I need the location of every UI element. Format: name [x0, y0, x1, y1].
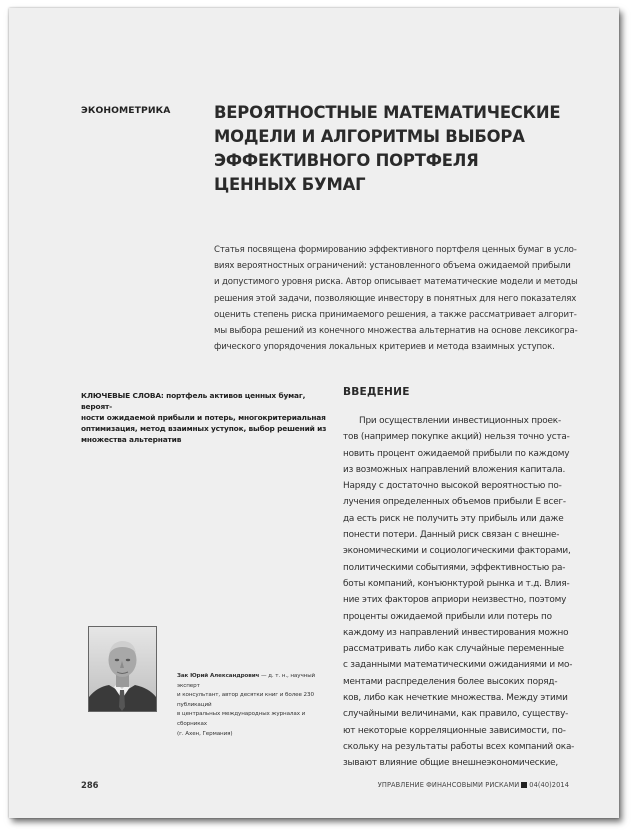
author-bio-text: — д. т. н., научный эксперт	[177, 673, 316, 689]
keywords-line: КЛЮЧЕВЫЕ СЛОВА: портфель активов ценных бумаг, вероят-	[81, 391, 306, 411]
abstract-line: фического упорядочения локальных критериев и метода взаимных уступок.	[214, 342, 555, 353]
body-line: рассматривать либо как случайные переменные	[343, 644, 564, 655]
body-line: При осуществлении инвестиционных проек-	[359, 416, 561, 426]
article-abstract	[214, 242, 598, 355]
body-line: ков, либо как нечеткие множества. Между этими	[343, 693, 568, 704]
body-line: с заданными математическими ожиданиями и мо-	[343, 660, 573, 671]
body-line: из возможных направлений вложения капитала.	[343, 464, 566, 475]
journal-page	[9, 8, 619, 818]
body-line: понести потери. Данный риск связан с внешне-	[343, 530, 560, 541]
author-portrait-icon	[89, 627, 156, 711]
body-line: Наряду с достаточно высокой вероятностью по-	[343, 481, 562, 492]
body-line: политическими событиями, эффективностью ра-	[343, 562, 566, 573]
abstract-line: решения этой задачи, позволяющие инвестору в понятных для него показателях	[214, 293, 577, 304]
author-bio-line	[177, 672, 335, 691]
abstract-line: и допустимого уровня риска. Автор описывает математические модели и методы	[214, 277, 578, 288]
body-line: лучения определенных объемов прибыли E всег-	[343, 497, 566, 508]
body-line: ментами распределения более высоких поряд-	[343, 676, 558, 687]
body-line: ют некоторые корреляционные зависимости, по-	[343, 725, 566, 736]
abstract-line: виях вероятностных ограничений: установленного объема ожидаемой прибыли	[214, 261, 571, 272]
article-title	[214, 101, 574, 197]
section-label: ЭКОНОМЕТРИКА	[81, 105, 171, 116]
body-line: ние этих факторов априори неизвестно, поэтому	[343, 595, 567, 606]
author-bio-line: (г. Ахен, Германия)	[177, 730, 233, 737]
body-line: новить процент ожидаемой прибыли по каждому	[343, 448, 570, 459]
body-line: да есть риск не получить эту прибыль или даже	[343, 513, 564, 524]
abstract-line: мы выбора решений из конечного множества альтернатив на основе лексикогра-	[214, 326, 578, 337]
footer-issue: 04(40)2014	[529, 781, 569, 789]
footer-journal: УПРАВЛЕНИЕ ФИНАНСОВЫМИ РИСКАМИ	[377, 781, 520, 789]
author-bio	[177, 672, 335, 739]
body-line: экономическими и социологическими факторами,	[343, 546, 571, 557]
section-heading: ВВЕДЕНИЕ	[343, 386, 410, 398]
footer-running-head	[378, 781, 569, 789]
body-line: зывают влияние общие внешнеэкономические,	[343, 758, 559, 769]
body-line: скольку на результаты работы всех компаний ока-	[343, 741, 575, 752]
abstract-line: Статья посвящена формированию эффективного портфеля ценных бумаг в усло-	[214, 245, 577, 255]
square-bullet-icon	[521, 782, 527, 788]
author-photo	[88, 626, 157, 712]
keywords-line: ности ожидаемой прибыли и потерь, многокритериальная	[81, 413, 326, 422]
body-line: боты компаний, конъюнктурой рынка и т.д. Влия-	[343, 578, 570, 589]
body-line: каждому из направлений инвестирования можно	[343, 627, 569, 638]
author-bio-line: в центральных международных журналах и сборниках	[177, 711, 306, 727]
title-line: ЭФФЕКТИВНОГО ПОРТФЕЛЯ	[214, 151, 479, 170]
body-line: проценты ожидаемой прибыли или потерь по	[343, 611, 552, 622]
title-line: ВЕРОЯТНОСТНЫЕ МАТЕМАТИЧЕСКИЕ	[214, 103, 561, 122]
page-number: 286	[81, 780, 99, 790]
title-line: МОДЕЛИ И АЛГОРИТМЫ ВЫБОРА	[214, 127, 525, 146]
author-name: Зак Юрий Александрович	[177, 673, 260, 679]
body-line: случайными величинами, как правило, существу-	[343, 709, 569, 720]
keywords-block	[81, 390, 328, 445]
body-line: тов (например покупке акций) нельзя точно уста-	[343, 432, 570, 443]
body-text	[343, 413, 595, 772]
keywords-line: оптимизация, метод взаимных уступок, выбор решений из	[81, 424, 327, 433]
title-line: ЦЕННЫХ БУМАГ	[214, 175, 366, 194]
abstract-line: оценить степень риска принимаемого решения, а также рассматривает алгорит-	[214, 309, 577, 320]
keywords-line: множества альтернатив	[81, 435, 182, 444]
author-bio-line: и консультант, автор десятки книг и более 230 публикаций	[177, 692, 314, 708]
